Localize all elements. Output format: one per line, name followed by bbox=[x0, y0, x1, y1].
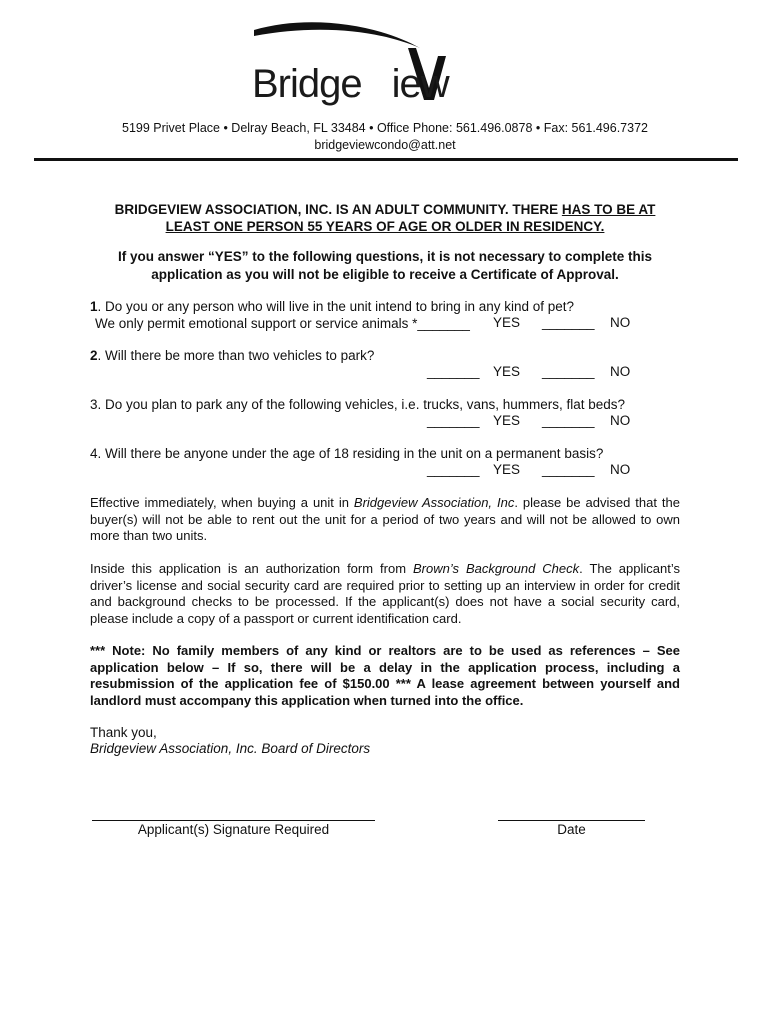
question-1-number: 1 bbox=[90, 299, 98, 314]
date-label: Date bbox=[557, 822, 586, 837]
question-1-line2: We only permit emotional support or service animals *_______ bbox=[95, 316, 470, 331]
question-3: 3. Do you plan to park any of the following vehicles, i.e. trucks, vans, hummers, flat beds? bbox=[90, 397, 626, 412]
para2-pre: Inside this application is an authorization form from bbox=[90, 561, 413, 576]
para1-italic: Bridgeview Association, Inc bbox=[353, 495, 515, 510]
header-divider bbox=[34, 158, 738, 161]
logo-text-right: iew bbox=[391, 62, 449, 106]
q4-no-blank[interactable]: _______ bbox=[542, 462, 595, 477]
q1-no-label: NO bbox=[610, 315, 631, 330]
logo-text-left: Bridge bbox=[252, 62, 362, 106]
intro-line1: If you answer “YES” to the following questions, it is not necessary to complete this bbox=[117, 249, 653, 264]
q4-no-label: NO bbox=[610, 462, 631, 477]
email-line: bridgeviewcondo@att.net bbox=[314, 138, 456, 152]
date-line[interactable] bbox=[498, 820, 645, 821]
q3-yes-blank[interactable]: _______ bbox=[427, 413, 480, 428]
q2-yes-label: YES bbox=[493, 364, 521, 379]
question-2-text: . Will there be more than two vehicles to park? bbox=[97, 348, 375, 363]
q4-yes-blank[interactable]: _______ bbox=[427, 462, 480, 477]
applicant-signature-line[interactable] bbox=[92, 820, 375, 821]
q3-no-label: NO bbox=[610, 413, 631, 428]
q1-yes-label: YES bbox=[493, 315, 521, 330]
intro-line2: application as you will not be eligible to receive a Certificate of Approval. bbox=[151, 267, 619, 282]
para1-pre: Effective immediately, when buying a unit in bbox=[90, 495, 354, 510]
question-2 bbox=[90, 347, 374, 364]
q3-yes-label: YES bbox=[493, 413, 521, 428]
thank-you: Thank you, bbox=[90, 725, 157, 740]
board-signoff: Bridgeview Association, Inc. Board of Directors bbox=[90, 741, 371, 756]
q1-no-blank[interactable]: _______ bbox=[542, 315, 595, 330]
q2-yes-blank[interactable]: _______ bbox=[427, 364, 480, 379]
q2-no-blank[interactable]: _______ bbox=[542, 364, 595, 379]
heading-line2-underline: LEAST ONE PERSON 55 YEARS OF AGE OR OLDER IN RESIDENCY. bbox=[165, 219, 605, 234]
community-heading bbox=[60, 201, 710, 235]
intro-text bbox=[60, 248, 710, 284]
address-line: 5199 Privet Place • Delray Beach, FL 33484 • Office Phone: 561.496.0878 • Fax: 561.496.7372 bbox=[122, 121, 648, 135]
question-2-number: 2 bbox=[90, 348, 98, 363]
logo-text bbox=[252, 62, 449, 107]
question-1-text: . Do you or any person who will live in the unit intend to bring in any kind of pet? bbox=[97, 299, 575, 314]
q3-no-blank[interactable]: _______ bbox=[542, 413, 595, 428]
question-1 bbox=[90, 298, 574, 315]
para2-post: . The applicant’s driver’s license and social security card are required prior to setting up an interview in order for credit and background checks to be processed. If the applicant(s) does not have a social security card, please include a copy of a passport or current identification card. bbox=[90, 561, 680, 626]
para2-italic: Brown’s Background Check bbox=[412, 561, 580, 576]
rental-policy-paragraph bbox=[90, 495, 680, 545]
references-note: *** Note: No family members of any kind or realtors are to be used as references – See application below – If so, there will be a delay in the application process, including a resubmission of the application fee of $150.00 *** A lease agreement between yourself and landlord must accompany this application when turned into the office. bbox=[90, 643, 680, 708]
q4-yes-label: YES bbox=[493, 462, 521, 477]
heading-line1: BRIDGEVIEW ASSOCIATION, INC. IS AN ADULT COMMUNITY. THERE bbox=[114, 202, 562, 217]
heading-line1-underline: HAS TO BE AT bbox=[561, 202, 656, 217]
q2-no-label: NO bbox=[610, 364, 631, 379]
question-4: 4. Will there be anyone under the age of 18 residing in the unit on a permanent basis? bbox=[90, 446, 604, 461]
para1-post: . please be advised that the buyer(s) will not be able to rent out the unit for a period of two years and will not be allowed to own more than two units. bbox=[90, 495, 680, 543]
bridgeview-logo bbox=[248, 18, 458, 108]
applicant-signature-label: Applicant(s) Signature Required bbox=[137, 822, 330, 837]
background-check-paragraph bbox=[90, 561, 680, 627]
